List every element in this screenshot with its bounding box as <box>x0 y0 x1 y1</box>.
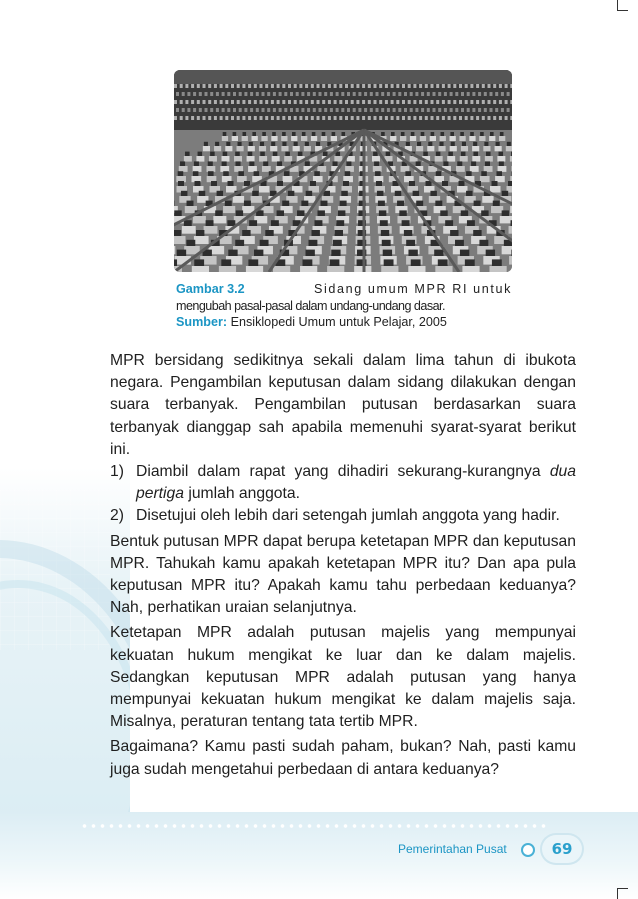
list-text-part: jumlah anggota. <box>188 485 300 503</box>
list-number: 2) <box>110 507 124 525</box>
footer-dotted-line <box>80 823 550 829</box>
figure-label: Gambar 3.2 <box>176 282 245 296</box>
paragraph-3: Ketetapan MPR adalah putusan majelis yang mempunyai kekuatan hukum mengikat ke luar dan ke dalam majelis. Sedangkan keputusan MPR adalah putusan yang hanya mempunyai kekuatan hukum mengikat ke dalam majelis saja. Misalnya, peraturan tentang tata tertib MPR. <box>110 624 576 731</box>
assembly-hall-image <box>174 70 512 272</box>
list-text: Disetujui oleh lebih dari setengah jumlah anggota yang hadir. <box>136 507 560 525</box>
crop-mark-top-right <box>617 0 628 11</box>
paragraph-2: Bentuk putusan MPR dapat berupa ketetapan MPR dan keputusan MPR. Tahukah kamu apakah ketetapan MPR itu? Dan apa pula keputusan MPR itu? Apakah kamu tahu perbedaan keduanya? Nah, perhatikan uraian selanjutnya. <box>110 532 576 617</box>
list-text-italic: dua pertiga <box>136 463 576 503</box>
source-text: Ensiklopedi Umum untuk Pelajar, 2005 <box>230 315 447 330</box>
page-number: 69 <box>540 833 584 865</box>
figure-caption <box>176 281 512 331</box>
list-item-2 <box>110 505 576 527</box>
crop-mark-bottom-right <box>617 888 628 899</box>
figure-title-line1: Sidang umum MPR RI untuk <box>314 282 512 296</box>
source-label: Sumber: <box>176 315 228 330</box>
figure-title-line2: mengubah pasal-pasal dalam undang-undang dasar. <box>176 298 445 313</box>
paragraph-4: Bagaimana? Kamu pasti sudah paham, bukan? Nah, pasti kamu juga sudah mengetahui perbedaan di antara keduanya? <box>110 738 576 778</box>
list-number: 1) <box>110 463 124 481</box>
list-text <box>136 461 576 505</box>
list-item-1 <box>110 461 576 505</box>
chapter-name: Pemerintahan Pusat <box>398 842 507 856</box>
circle-icon <box>521 843 535 857</box>
main-text <box>110 350 576 781</box>
figure-photo-assembly-hall <box>174 70 512 272</box>
paragraph-1: MPR bersidang sedikitnya sekali dalam lima tahun di ibukota negara. Pengambilan keputusan dalam sidang dilakukan dengan suara terbanyak. Pengambilan putusan berdasarkan suara terbanyak dianggap sah apabila memenuhi syarat-syarat berikut ini. <box>110 352 576 458</box>
list-text-part: Diambil dalam rapat yang dihadiri sekurang-kurangnya <box>136 463 541 481</box>
